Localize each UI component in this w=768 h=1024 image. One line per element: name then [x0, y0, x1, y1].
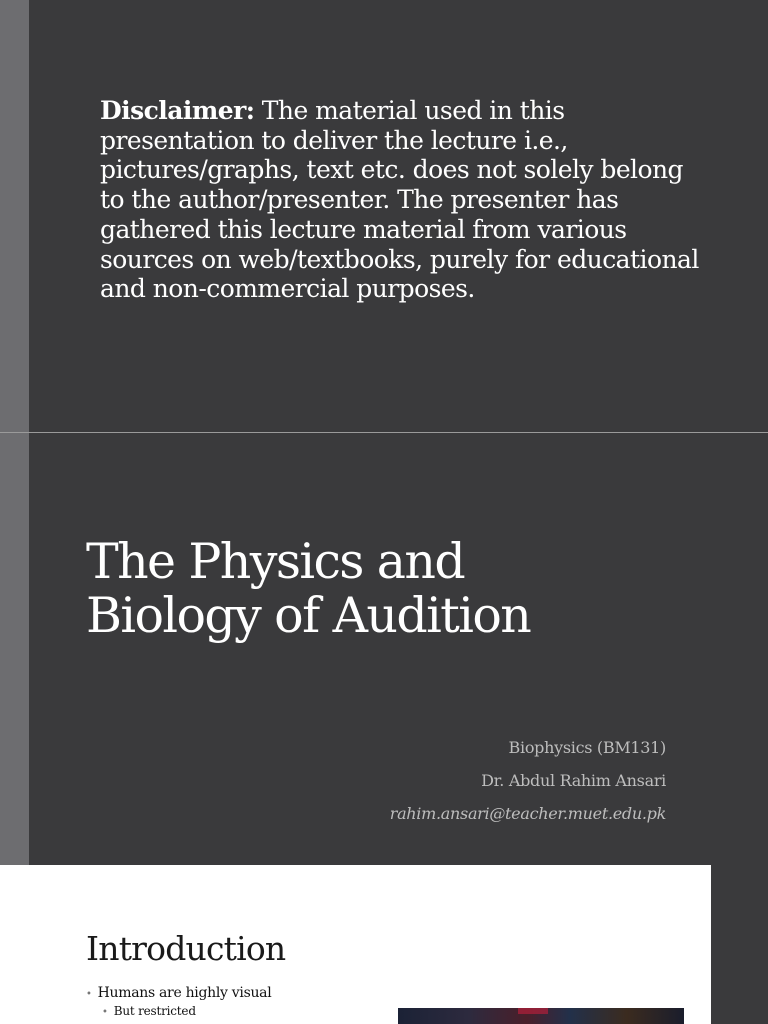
bullet-icon: •: [86, 989, 92, 1000]
author-email[interactable]: rahim.ansari@teacher.muet.edu.pk: [389, 804, 666, 823]
bullet-item: [86, 984, 271, 1004]
sub-bullet-text: But restricted: [113, 1004, 196, 1018]
disclaimer-paragraph: [100, 96, 700, 304]
slide-image: [398, 1008, 684, 1024]
slide-accent-stripe: [0, 433, 29, 865]
slide-title: Introduction: [86, 929, 286, 968]
introduction-slide: [0, 865, 768, 1024]
sub-bullet-item: [102, 1003, 196, 1021]
title-slide: [0, 433, 768, 865]
slide-right-bar: [711, 865, 768, 1024]
title-line-2: Biology of Audition: [86, 587, 531, 644]
disclaimer-label: Disclaimer:: [100, 96, 255, 125]
author-name: Dr. Abdul Rahim Ansari: [481, 771, 666, 790]
course-code: Biophysics (BM131): [508, 738, 666, 757]
presentation-title: [86, 535, 706, 643]
disclaimer-text: The material used in this presentation to deliver the lecture i.e., pictures/graphs, text etc. does not solely belong to the author/presenter. The presenter has gathered this lecture material from various sources on web/textbooks, purely for educational and non-commercial purposes.: [100, 96, 699, 304]
bullet-icon: •: [102, 1007, 108, 1018]
disclaimer-slide: [0, 0, 768, 432]
bullet-text: Humans are highly visual: [97, 985, 272, 1001]
slide-accent-stripe: [0, 0, 29, 432]
presenter-info: [390, 736, 666, 835]
title-line-1: The Physics and: [86, 533, 465, 590]
